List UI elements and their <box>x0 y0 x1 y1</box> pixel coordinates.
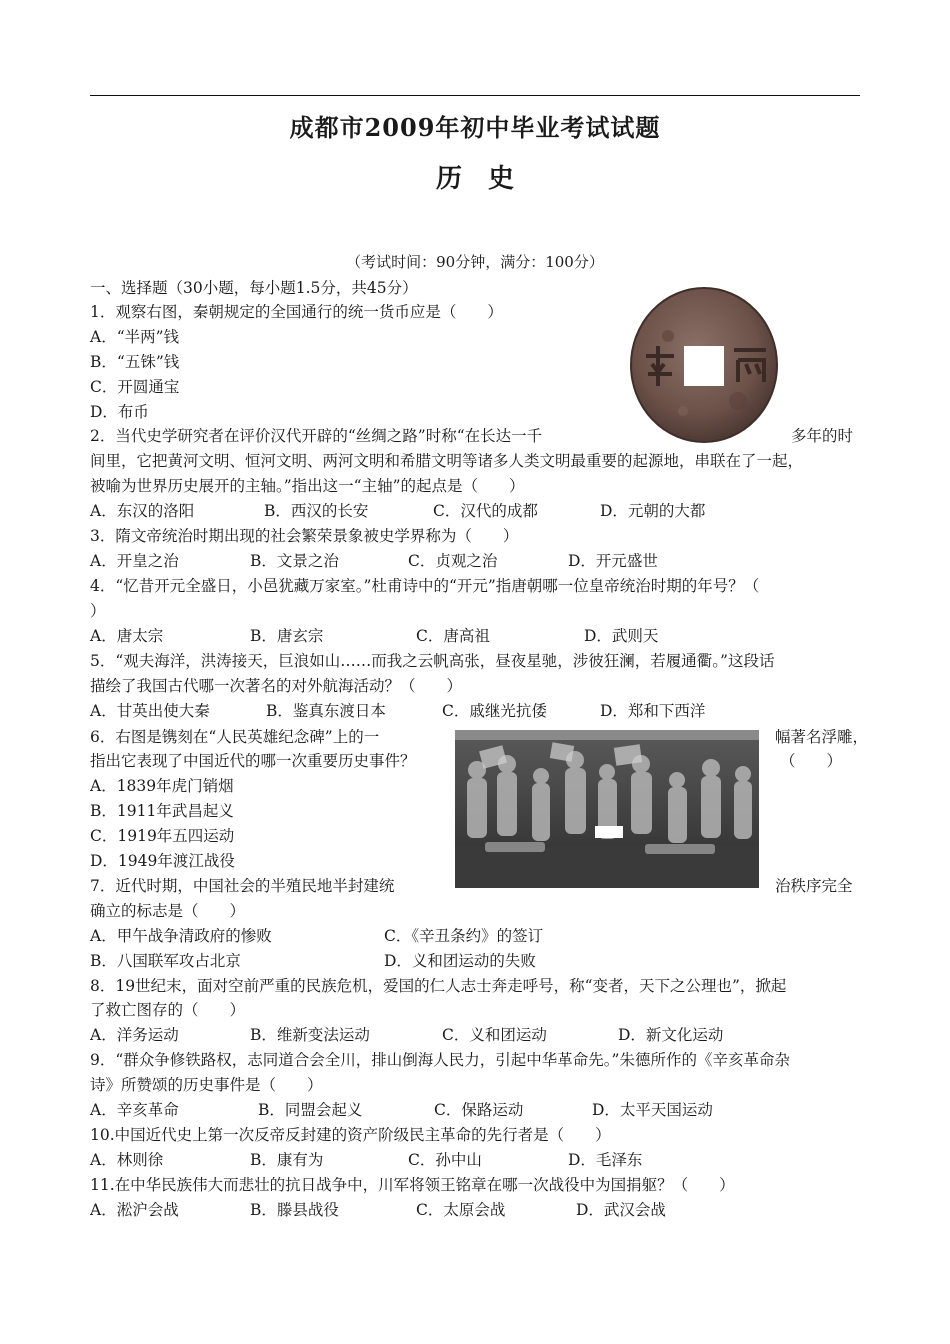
q1-stem: 1．观察右图，秦朝规定的全国通行的统一货币应是（ ） <box>90 303 503 321</box>
q3-option-c: C．贞观之治 <box>408 552 498 570</box>
q4-line2: ） <box>90 602 106 620</box>
q6-line1-end: 幅著名浮雕， <box>775 728 869 746</box>
q1-option-b: B．“五铢”钱 <box>90 353 180 371</box>
q8-option-d: D．新文化运动 <box>618 1026 724 1044</box>
q8-line1: 8．19世纪末，面对空前严重的民族危机，爱国的仁人志士奔走呼号，称“变者，天下之公理也”，掀起 <box>90 977 787 995</box>
q7-line2: 确立的标志是（ ） <box>90 902 246 920</box>
monument-relief-image <box>455 730 759 888</box>
q7-option-d: D．义和团运动的失败 <box>384 952 536 970</box>
q4-option-b: B．唐玄宗 <box>250 627 324 645</box>
q11-stem: 11.在中华民族伟大而悲壮的抗日战争中，川军将领王铭章在哪一次战役中为国捐躯？（ ） <box>90 1176 735 1194</box>
q1-option-d: D．布币 <box>90 403 149 421</box>
q8-option-a: A．洋务运动 <box>90 1026 179 1044</box>
q8-line2: 了救亡图存的（ ） <box>90 1001 246 1019</box>
q3-option-d: D．开元盛世 <box>568 552 658 570</box>
q4-option-a: A．唐太宗 <box>90 627 164 645</box>
q10-option-b: B．康有为 <box>250 1151 324 1169</box>
q9-option-a: A．辛亥革命 <box>90 1101 179 1119</box>
ban-liang-coin-image <box>628 286 780 444</box>
q8-option-c: C．义和团运动 <box>442 1026 547 1044</box>
q1-option-a: A．“半两”钱 <box>90 328 180 346</box>
q6-option-a: A．1839年虎门销烟 <box>90 777 234 795</box>
q6-line2: 指出它表现了中国近代的哪一次重要历史事件？ <box>90 752 416 770</box>
q1-option-c: C．开圆通宝 <box>90 378 180 396</box>
q10-option-d: D．毛泽东 <box>568 1151 643 1169</box>
q3-option-a: A．开皇之治 <box>90 552 179 570</box>
q7-option-c: C．《辛丑条约》的签订 <box>384 927 544 945</box>
q11-option-a: A．淞沪会战 <box>90 1201 179 1219</box>
q2-line1: 2．当代史学研究者在评价汉代开辟的“丝绸之路”时称“在长达一千 <box>90 427 543 445</box>
q2-line3: 被喻为世界历史展开的主轴。”指出这一“主轴”的起点是（ ） <box>90 477 525 495</box>
section-heading: 一、选择题（30小题，每小题1.5分，共45分） <box>90 279 418 297</box>
q6-line2-end: （ ） <box>780 752 843 770</box>
q5-option-b: B．鉴真东渡日本 <box>266 702 386 720</box>
q6-option-d: D．1949年渡江战役 <box>90 852 235 870</box>
q10-stem: 10.中国近代史上第一次反帝反封建的资产阶级民主革命的先行者是（ ） <box>90 1126 611 1144</box>
q9-line1: 9．“群众争修铁路权，志同道合会全川，排山倒海人民力，引起中华革命先。”朱德所作的《辛亥革命杂 <box>90 1051 790 1069</box>
q9-option-c: C．保路运动 <box>434 1101 524 1119</box>
q9-option-b: B．同盟会起义 <box>258 1101 363 1119</box>
q7-option-b: B．八国联军攻占北京 <box>90 952 241 970</box>
q11-option-d: D．武汉会战 <box>576 1201 666 1219</box>
q10-option-a: A．林则徐 <box>90 1151 164 1169</box>
exam-info: （考试时间：90分钟，满分：100分） <box>346 253 604 271</box>
header-rule <box>90 95 860 96</box>
q8-option-b: B．维新变法运动 <box>250 1026 370 1044</box>
q9-option-d: D．太平天国运动 <box>592 1101 713 1119</box>
q2-line2: 间里，它把黄河文明、恒河文明、两河文明和希腊文明等诸多人类文明最重要的起源地，串联在了一起， <box>90 452 804 470</box>
q5-line2: 描绘了我国古代哪一次著名的对外航海活动？（ ） <box>90 677 463 695</box>
q7-line1: 7．近代时期，中国社会的半殖民地半封建统 <box>90 877 395 895</box>
exam-title: 成都市2009年初中毕业考试试题 <box>289 113 661 142</box>
q7-line1-end: 治秩序完全 <box>775 877 853 895</box>
q5-option-a: A．甘英出使大秦 <box>90 702 210 720</box>
q2-option-a: A．东汉的洛阳 <box>90 502 195 520</box>
q11-option-b: B．滕县战役 <box>250 1201 339 1219</box>
q5-option-d: D．郑和下西洋 <box>600 702 706 720</box>
subject-title: 历 史 <box>435 164 514 194</box>
q2-option-d: D．元朝的大都 <box>600 502 706 520</box>
q3-stem: 3．隋文帝统治时期出现的社会繁荣景象被史学界称为（ ） <box>90 527 519 545</box>
q7-option-a: A．甲午战争清政府的惨败 <box>90 927 272 945</box>
q11-option-c: C．太原会战 <box>416 1201 506 1219</box>
q6-option-c: C．1919年五四运动 <box>90 827 235 845</box>
q4-option-c: C．唐高祖 <box>416 627 490 645</box>
q3-option-b: B．文景之治 <box>250 552 339 570</box>
q4-option-d: D．武则天 <box>584 627 659 645</box>
q10-option-c: C．孙中山 <box>408 1151 482 1169</box>
q2-line1-end: 多年的时 <box>791 427 854 445</box>
q5-option-c: C．戚继光抗倭 <box>442 702 547 720</box>
q2-option-c: C．汉代的成都 <box>433 502 538 520</box>
q6-option-b: B．1911年武昌起义 <box>90 802 234 820</box>
q5-line1: 5．“观夫海洋，洪涛接天，巨浪如山……而我之云帆高张，昼夜星驰，涉彼狂澜，若履通衢。”这段话 <box>90 652 775 670</box>
q2-option-b: B．西汉的长安 <box>264 502 369 520</box>
q6-line1: 6．右图是镌刻在“人民英雄纪念碑”上的一 <box>90 728 380 746</box>
q4-line1: 4．“忆昔开元全盛日，小邑犹藏万家室。”杜甫诗中的“开元”指唐朝哪一位皇帝统治时期的年号？（ <box>90 577 760 595</box>
q9-line2: 诗》所赞颂的历史事件是（ ） <box>90 1076 323 1094</box>
